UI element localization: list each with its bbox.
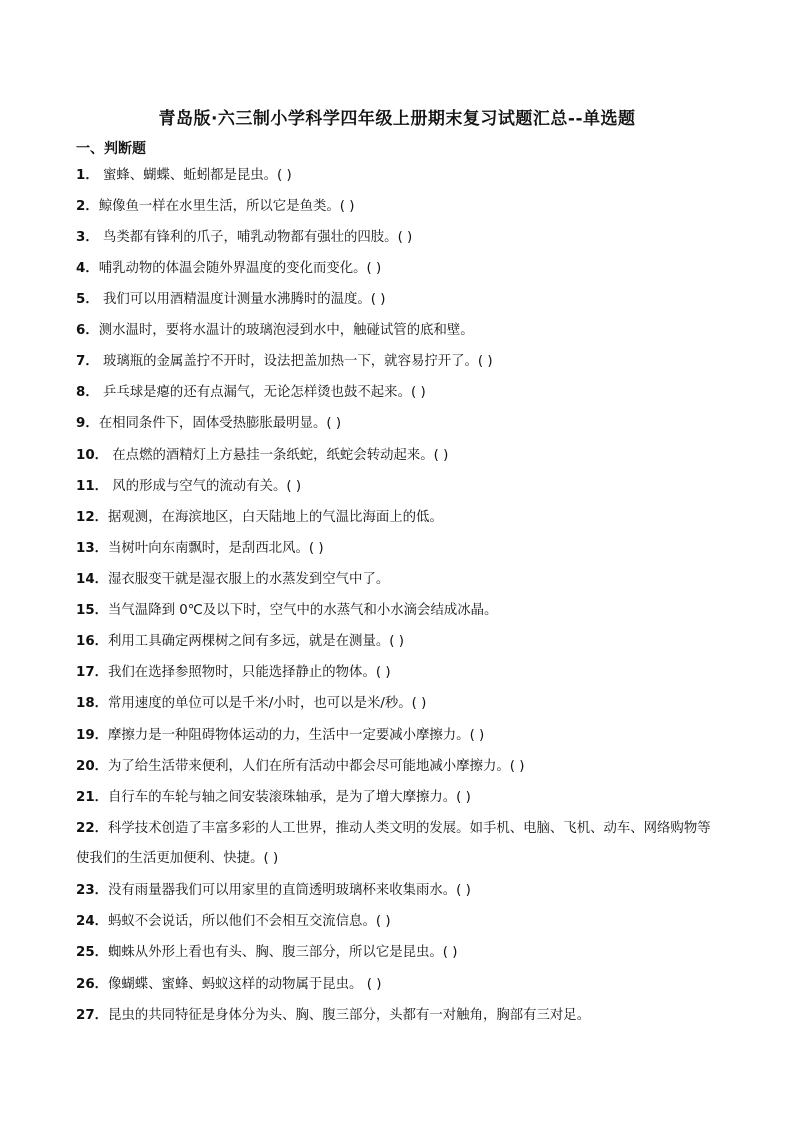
question-text: 在点燃的酒精灯上方悬挂一条纸蛇，纸蛇会转动起来。( ) bbox=[108, 448, 449, 463]
question-item bbox=[76, 446, 448, 466]
question-text: 蜘蛛从外形上看也有头、胸、腹三部分，所以它是昆虫。( ) bbox=[108, 945, 458, 960]
question-number: 3． bbox=[76, 230, 99, 245]
question-text: 在相同条件下，固体受热膨胀最明显。( ) bbox=[98, 416, 342, 431]
question-item bbox=[76, 694, 426, 714]
question-text: 当树叶向东南飘时，是刮西北风。( ) bbox=[108, 541, 324, 556]
question-item bbox=[76, 788, 471, 808]
question-item bbox=[76, 1006, 590, 1026]
question-number: 10． bbox=[76, 448, 109, 463]
question-item bbox=[76, 477, 301, 497]
question-item bbox=[76, 228, 412, 248]
question-number: 12． bbox=[76, 510, 109, 525]
question-number: 18． bbox=[76, 696, 109, 711]
question-text: 没有雨量器我们可以用家里的直筒透明玻璃杯来收集雨水。( ) bbox=[108, 883, 471, 898]
question-item bbox=[76, 290, 386, 310]
question-item bbox=[76, 259, 381, 279]
question-item bbox=[76, 726, 484, 746]
question-number: 27． bbox=[76, 1008, 109, 1023]
question-item bbox=[76, 414, 341, 434]
question-text: 为了给生活带来便利，人们在所有活动中都会尽可能地减小摩擦力。( ) bbox=[108, 759, 525, 774]
question-item bbox=[76, 912, 391, 932]
question-number: 26． bbox=[76, 977, 109, 992]
question-text: 当气温降到 0℃及以下时，空气中的水蒸气和小水滴会结成冰晶。 bbox=[108, 603, 498, 618]
question-number: 24． bbox=[76, 914, 109, 929]
question-number: 2． bbox=[76, 199, 99, 214]
question-text: 蜜蜂、蝴蝶、蚯蚓都是昆虫。( ) bbox=[98, 168, 292, 183]
question-item bbox=[76, 943, 458, 963]
question-text: 乒乓球是瘪的还有点漏气，无论怎样烫也鼓不起来。( ) bbox=[98, 385, 426, 400]
question-text: 自行车的车轮与轴之间安装滚珠轴承，是为了增大摩擦力。( ) bbox=[108, 790, 471, 805]
question-text: 玻璃瓶的金属盖拧不开时，设法把盖加热一下，就容易拧开了。( ) bbox=[98, 354, 493, 369]
question-item bbox=[76, 601, 497, 621]
question-number: 23． bbox=[76, 883, 109, 898]
question-text: 利用工具确定两棵树之间有多远，就是在测量。( ) bbox=[108, 634, 404, 649]
question-number: 8． bbox=[76, 385, 99, 400]
question-item bbox=[76, 975, 381, 995]
question-number: 14． bbox=[76, 572, 109, 587]
question-number: 1． bbox=[76, 168, 99, 183]
question-number: 11． bbox=[76, 479, 109, 494]
question-number: 19． bbox=[76, 728, 109, 743]
question-item bbox=[76, 383, 426, 403]
question-text: 据观测，在海滨地区，白天陆地上的气温比海面上的低。 bbox=[108, 510, 443, 525]
question-number: 22． bbox=[76, 821, 109, 836]
question-item bbox=[76, 570, 389, 590]
question-text: 我们可以用酒精温度计测量水沸腾时的温度。( ) bbox=[98, 292, 386, 307]
question-number: 21． bbox=[76, 790, 109, 805]
question-text: 像蝴蝶、蜜蜂、蚂蚁这样的动物属于昆虫。 ( ) bbox=[108, 977, 382, 992]
question-number: 6． bbox=[76, 323, 99, 338]
question-number: 16． bbox=[76, 634, 109, 649]
question-text: 昆虫的共同特征是身体分为头、胸、腹三部分，头都有一对触角，胸部有三对足。 bbox=[108, 1008, 591, 1023]
question-number: 7． bbox=[76, 354, 99, 369]
question-text: 鸟类都有锋利的爪子，哺乳动物都有强壮的四肢。( ) bbox=[98, 230, 413, 245]
question-number: 25． bbox=[76, 945, 109, 960]
question-item bbox=[76, 663, 391, 683]
question-item bbox=[76, 757, 524, 777]
question-number: 4． bbox=[76, 261, 99, 276]
question-item bbox=[76, 508, 443, 528]
question-text: 湿衣服变干就是湿衣服上的水蒸发到空气中了。 bbox=[108, 572, 390, 587]
question-item bbox=[76, 881, 471, 901]
question-text: 蚂蚁不会说话，所以他们不会相互交流信息。( ) bbox=[108, 914, 391, 929]
section-heading: 一、判断题 bbox=[76, 141, 146, 157]
question-item bbox=[76, 352, 493, 372]
question-number: 20． bbox=[76, 759, 109, 774]
question-text: 测水温时，要将水温计的玻璃泡浸到水中，触碰试管的底和壁。 bbox=[98, 323, 474, 338]
question-text: 摩擦力是一种阻碍物体运动的力，生活中一定要减小摩擦力。( ) bbox=[108, 728, 485, 743]
question-text: 常用速度的单位可以是千米/小时，也可以是米/秒。( ) bbox=[108, 696, 427, 711]
page-title: 青岛版·六三制小学科学四年级上册期末复习试题汇总--单选题 bbox=[158, 109, 636, 129]
question-number: 15． bbox=[76, 603, 109, 618]
question-number: 13． bbox=[76, 541, 109, 556]
question-item bbox=[76, 539, 324, 559]
question-item bbox=[76, 814, 716, 874]
question-item bbox=[76, 632, 404, 652]
question-text: 鲸像鱼一样在水里生活，所以它是鱼类。( ) bbox=[98, 199, 355, 214]
question-number: 9． bbox=[76, 416, 99, 431]
question-text: 科学技术创造了丰富多彩的人工世界，推动人类文明的发展。如手机、电脑、飞机、动车、网络购物等使我们的生活更加便利、快捷。( ) bbox=[76, 821, 711, 866]
question-item bbox=[76, 197, 354, 217]
question-item bbox=[76, 321, 474, 341]
question-text: 我们在选择参照物时，只能选择静止的物体。( ) bbox=[108, 665, 391, 680]
question-text: 风的形成与空气的流动有关。( ) bbox=[108, 479, 302, 494]
question-number: 5． bbox=[76, 292, 99, 307]
question-number: 17． bbox=[76, 665, 109, 680]
question-text: 哺乳动物的体温会随外界温度的变化而变化。( ) bbox=[98, 261, 382, 276]
question-item bbox=[76, 166, 292, 186]
